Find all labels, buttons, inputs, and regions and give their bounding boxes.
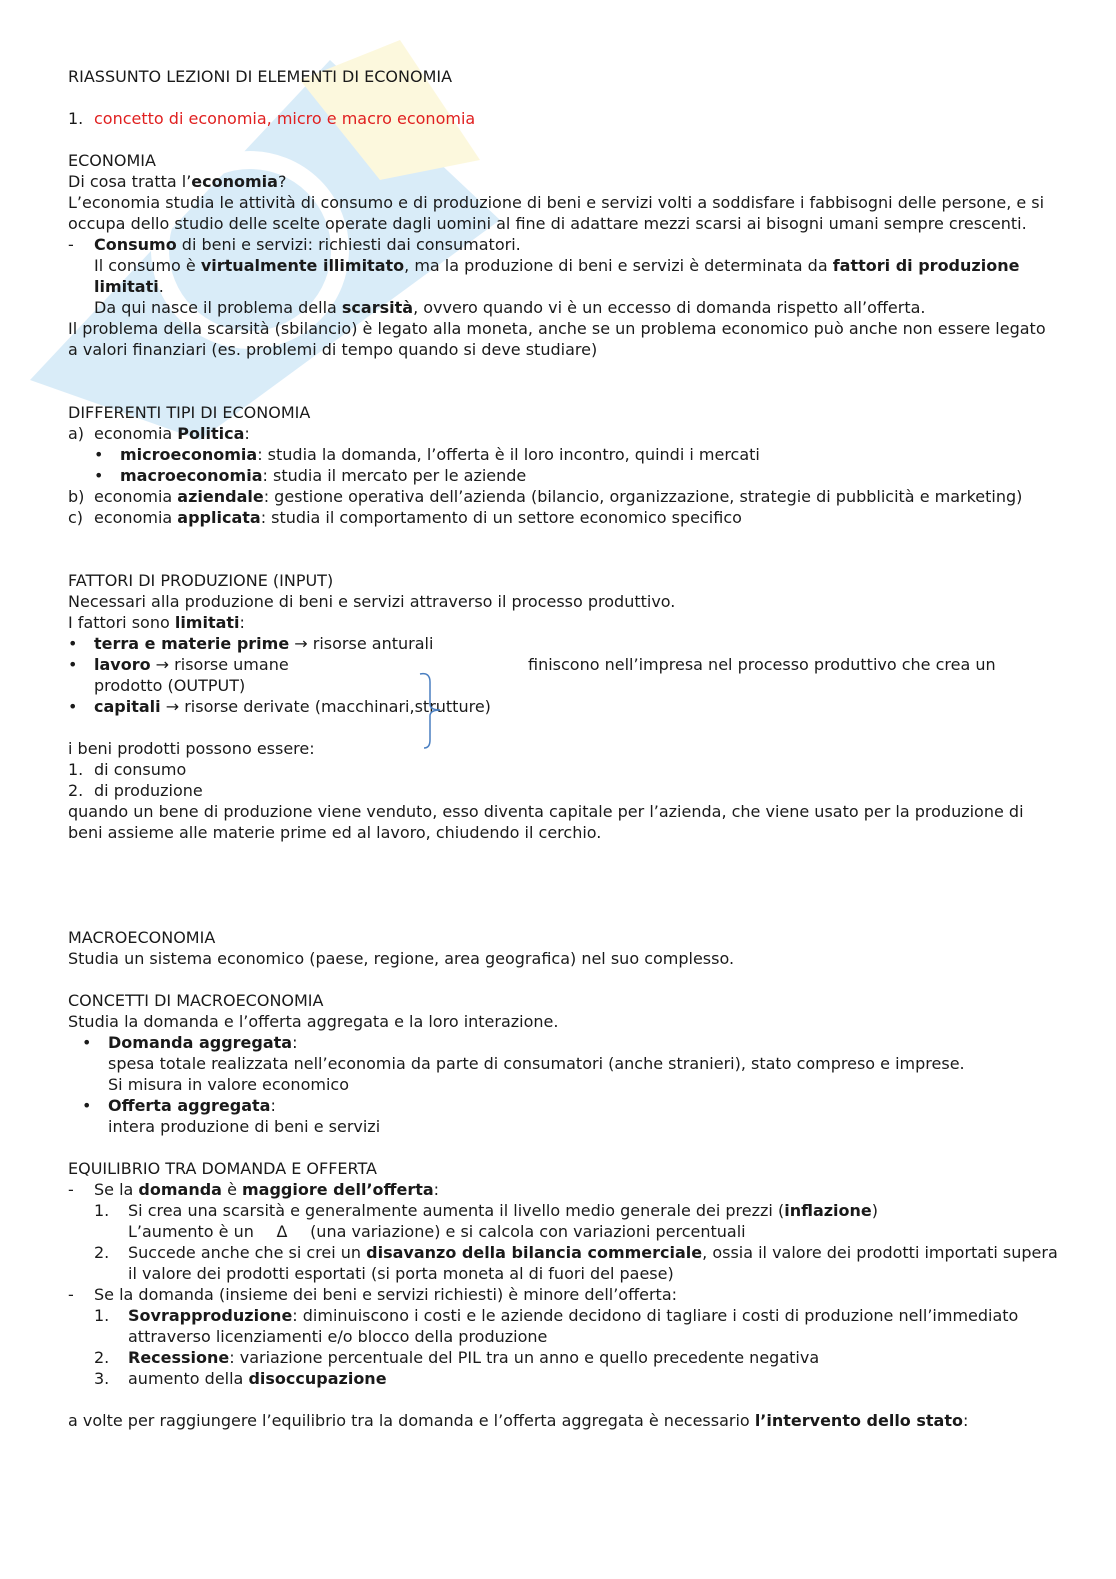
economia-paragraph: L’economia studia le attività di consumo e di produzione di beni e servizi volti a soddisfare i fabbisogni delle persone, e si occupa dello studio delle scelte operate dagli uomini al fine di adattare mezzi scarsi ai bisogni umani sempre crescenti. — [68, 193, 1045, 233]
section-heading-macro: MACROECONOMIA — [68, 928, 216, 947]
list-item: • lavoro → risorse umane finiscono nell’impresa nel processo produttivo che crea un — [68, 655, 996, 674]
list-item: - Se la domanda (insieme dei beni e servizi richiesti) è minore dell’offerta: — [68, 1285, 678, 1304]
fattori-output: prodotto (OUTPUT) — [94, 676, 246, 695]
macro-line: Studia un sistema economico (paese, regione, area geografica) nel suo complesso. — [68, 949, 735, 968]
list-item: • Offerta aggregata: intera produzione di beni e servizi — [82, 1096, 381, 1136]
document-page — [68, 66, 1058, 1431]
list-item: • Domanda aggregata: spesa totale realizzata nell’economia da parte di consumatori (anche stranieri), stato compreso e imprese. Si misura in valore economico — [82, 1033, 965, 1094]
section-heading-concetti: CONCETTI DI MACROECONOMIA — [68, 991, 324, 1010]
list-item: • capitali → risorse derivate (macchinari,strutture) — [68, 697, 491, 716]
beni-intro: i beni prodotti possono essere: — [68, 739, 315, 758]
delta-symbol: Δ — [276, 1222, 288, 1241]
section-heading-fattori: FATTORI DI PRODUZIONE (INPUT) — [68, 571, 334, 590]
list-item: • macroeconomia: studia il mercato per le aziende — [94, 466, 527, 485]
final-line: a volte per raggiungere l’equilibrio tra la domanda e l’offerta aggregata è necessario l’intervento dello stato: — [68, 1411, 969, 1430]
section-heading-economia: ECONOMIA — [68, 151, 156, 170]
economia-question: Di cosa tratta l’economia? — [68, 172, 287, 191]
fattori-limitati: I fattori sono limitati: — [68, 613, 245, 632]
list-item: 2. Recessione: variazione percentuale del PIL tra un anno e quello precedente negativa — [94, 1348, 820, 1367]
list-item: 2. di produzione — [68, 781, 203, 800]
concetti-line: Studia la domanda e l’offerta aggregata e la loro interazione. — [68, 1012, 559, 1031]
section-heading-tipi: DIFFERENTI TIPI DI ECONOMIA — [68, 403, 311, 422]
fattori-paragraph: quando un bene di produzione viene venduto, esso diventa capitale per l’azienda, che viene usato per la produzione di beni assieme alle materie prime ed al lavoro, chiudendo il cerchio. — [68, 802, 1024, 842]
brace-annotation — [418, 670, 448, 750]
list-item: 2. Succede anche che si crei un disavanzo della bilancia commerciale, ossia il valore dei prodotti importati supera il valore dei prodotti esportati (si porta moneta al di fuori del paese) — [94, 1243, 1058, 1283]
list-item: c) economia applicata: studia il comportamento di un settore economico specifico — [68, 508, 742, 527]
section-heading-equilibrio: EQUILIBRIO TRA DOMANDA E OFFERTA — [68, 1159, 377, 1178]
list-item: a) economia Politica: — [68, 424, 250, 443]
chapter-heading: 1. concetto di economia, micro e macro economia — [68, 109, 476, 128]
list-item: 1. Sovrapproduzione: diminuiscono i costi e le aziende decidono di tagliare i costi di produzione nell’immediato attraverso licenziamenti e/o blocco della produzione — [94, 1306, 1019, 1346]
document-title: RIASSUNTO LEZIONI DI ELEMENTI DI ECONOMIA — [68, 67, 453, 86]
list-item: 1. di consumo — [68, 760, 187, 779]
list-item: b) economia aziendale: gestione operativa dell’azienda (bilancio, organizzazione, strategie di pubblicità e marketing) — [68, 487, 1023, 506]
list-item: 3. aumento della disoccupazione — [94, 1369, 387, 1388]
consumo-item: - Consumo di beni e servizi: richiesti dai consumatori. Il consumo è virtualmente illimitato, ma la produzione di beni e servizi è determinata da fattori di produzione limitati. Da qui nasce il problema della scarsità, ovvero quando vi è un eccesso di domanda rispetto all’offerta. — [68, 235, 1020, 317]
list-item: - Se la domanda è maggiore dell’offerta: — [68, 1180, 440, 1199]
list-item: 1. Si crea una scarsità e generalmente aumenta il livello medio generale dei prezzi (inflazione) L’aumento è un Δ (una variazione) e si calcola con variazioni percentuali — [94, 1201, 879, 1241]
scarsita-paragraph: Il problema della scarsità (sbilancio) è legato alla moneta, anche se un problema economico può anche non essere legato a valori finanziari (es. problemi di tempo quando si deve studiare) — [68, 319, 1046, 359]
fattori-intro: Necessari alla produzione di beni e servizi attraverso il processo produttivo. — [68, 592, 676, 611]
list-item: • microeconomia: studia la domanda, l’offerta è il loro incontro, quindi i mercati — [94, 445, 760, 464]
fattori-side-note: finiscono nell’impresa nel processo produttivo che crea un — [528, 655, 996, 674]
list-item: • terra e materie prime → risorse anturali — [68, 634, 434, 653]
